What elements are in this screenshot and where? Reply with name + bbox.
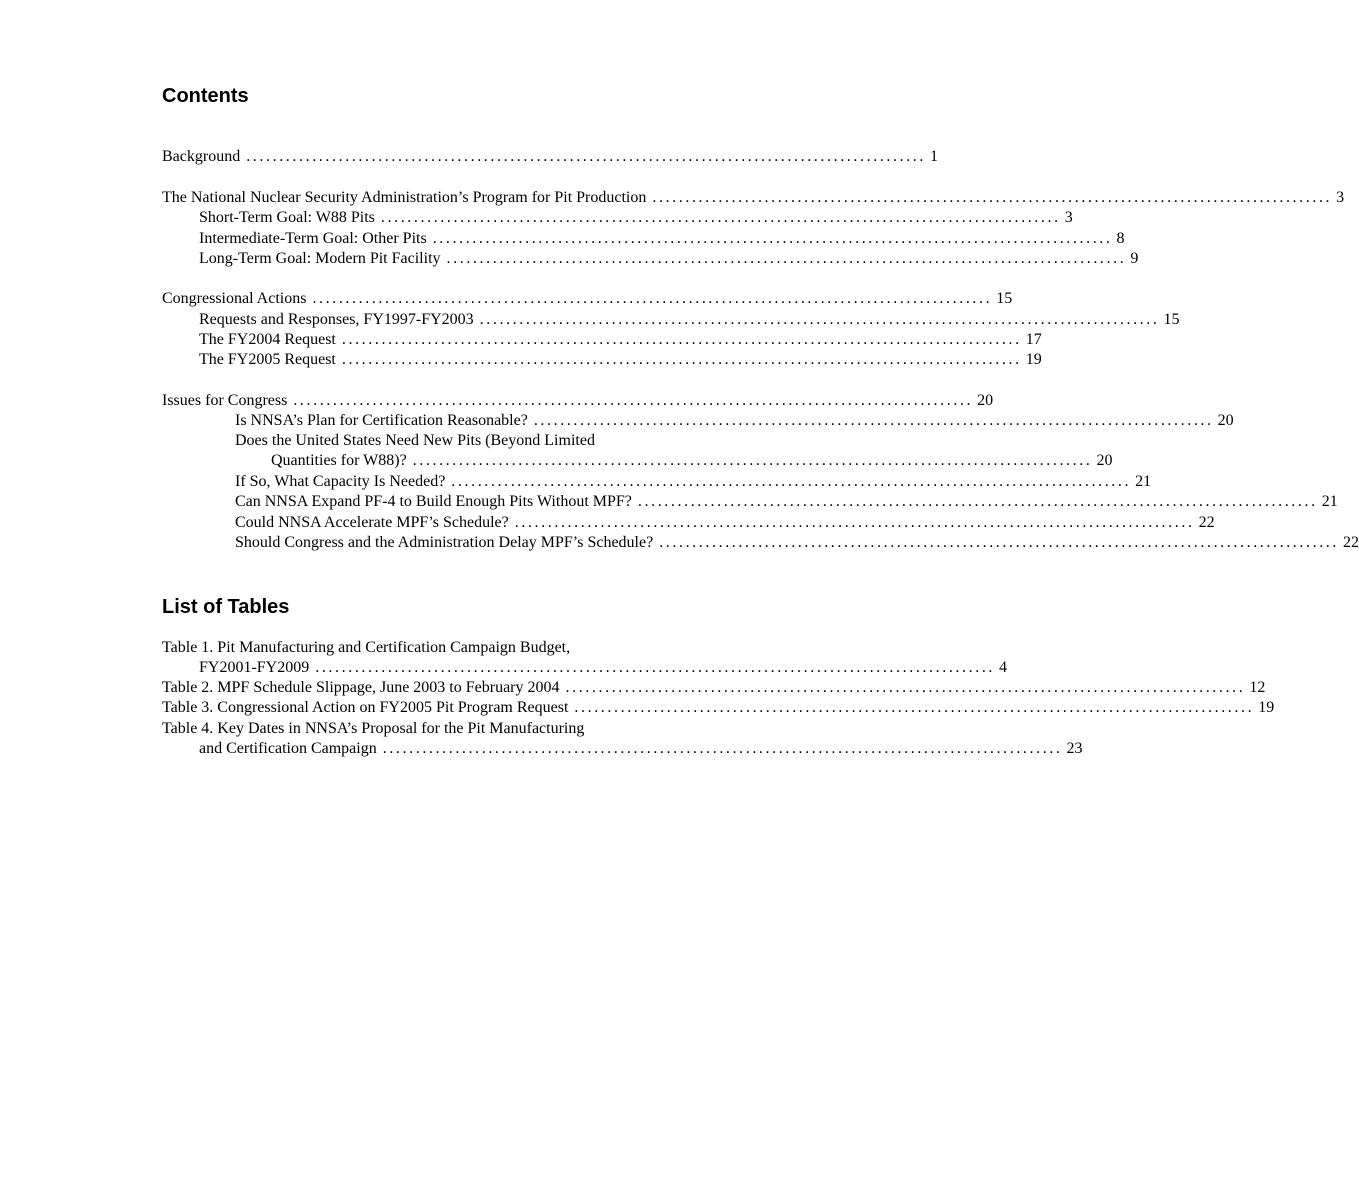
dot-leader: ....................................................................................................... xyxy=(382,740,1063,757)
toc-entry-page: 15 xyxy=(996,290,1013,307)
dot-leader: ....................................................................................................... xyxy=(312,290,993,307)
table-entry xyxy=(162,698,1275,718)
toc-entry xyxy=(162,431,758,451)
table-entry-title: Table 3. Congressional Action on FY2005 Pit Program Request xyxy=(162,699,569,716)
toc-entry-page: 9 xyxy=(1130,250,1139,267)
toc-entry-page: 3 xyxy=(1064,209,1073,226)
dot-leader: ....................................................................................................... xyxy=(479,311,1160,328)
table-entry xyxy=(162,638,758,658)
toc-entry-page: 20 xyxy=(1217,412,1234,429)
table-entry-title: Table 2. MPF Schedule Slippage, June 2003 to February 2004 xyxy=(162,679,560,696)
toc-entry-title: Should Congress and the Administration Delay MPF’s Schedule? xyxy=(235,534,654,551)
toc-entry xyxy=(162,513,1215,533)
toc-entry-page: 1 xyxy=(930,148,939,165)
table-entry-title: Table 4. Key Dates in NNSA’s Proposal for the Pit Manufacturing xyxy=(162,720,585,737)
toc-entry xyxy=(162,289,1013,309)
dot-leader: ....................................................................................................... xyxy=(652,189,1333,206)
dot-leader: ....................................................................................................... xyxy=(514,514,1195,531)
toc-entry-title: Intermediate-Term Goal: Other Pits xyxy=(199,230,427,247)
dot-leader: ....................................................................................................... xyxy=(293,392,974,409)
toc-entry-page: 3 xyxy=(1336,189,1345,206)
toc-entry-title: Short-Term Goal: W88 Pits xyxy=(199,209,375,226)
table-entry-page: 4 xyxy=(999,659,1008,676)
table-entry xyxy=(162,678,1266,698)
table-entry-page: 23 xyxy=(1066,740,1083,757)
table-entry-title: FY2001-FY2009 xyxy=(199,659,310,676)
toc-entry-title: Can NNSA Expand PF-4 to Build Enough Pits Without MPF? xyxy=(235,493,632,510)
table-entry xyxy=(162,658,1008,678)
dot-leader: ....................................................................................................... xyxy=(246,148,927,165)
toc-entry-title: Background xyxy=(162,148,241,165)
toc-entry-page: 22 xyxy=(1198,514,1215,531)
dot-leader: ....................................................................................................... xyxy=(637,493,1318,510)
toc-entry-title: Could NNSA Accelerate MPF’s Schedule? xyxy=(235,514,509,531)
toc-entry-page: 19 xyxy=(1025,351,1042,368)
table-entry-title: and Certification Campaign xyxy=(199,740,377,757)
toc-entry-title: If So, What Capacity Is Needed? xyxy=(235,473,446,490)
dot-leader: ....................................................................................................... xyxy=(341,331,1022,348)
toc-entry xyxy=(162,188,1345,208)
dot-leader: ....................................................................................................... xyxy=(659,534,1340,551)
toc-entry-title: Long-Term Goal: Modern Pit Facility xyxy=(199,250,441,267)
dot-leader: ....................................................................................................... xyxy=(565,679,1246,696)
toc-entry xyxy=(162,411,1234,431)
toc-entry-title: Congressional Actions xyxy=(162,290,307,307)
table-entry-title: Table 1. Pit Manufacturing and Certification Campaign Budget, xyxy=(162,639,571,656)
toc-entry-page: 20 xyxy=(977,392,994,409)
dot-leader: ....................................................................................................... xyxy=(533,412,1214,429)
toc-entry-page: 22 xyxy=(1343,534,1359,551)
toc-entry xyxy=(162,391,994,411)
toc-entry-title: Issues for Congress xyxy=(162,392,288,409)
dot-leader: ....................................................................................................... xyxy=(315,659,996,676)
toc-entry-title: Requests and Responses, FY1997-FY2003 xyxy=(199,311,474,328)
table-entry-page: 12 xyxy=(1249,679,1266,696)
dot-leader: ....................................................................................................... xyxy=(341,351,1022,368)
dot-leader: ....................................................................................................... xyxy=(412,452,1093,469)
toc-entry xyxy=(162,472,1152,492)
toc-entry xyxy=(162,147,939,167)
table-entry xyxy=(162,719,758,739)
toc-entry xyxy=(162,249,1139,269)
toc-entry-title: The FY2005 Request xyxy=(199,351,336,368)
dot-leader: ....................................................................................................... xyxy=(574,699,1255,716)
toc-entry xyxy=(162,451,1113,471)
toc-entry-page: 17 xyxy=(1025,331,1042,348)
dot-leader: ....................................................................................................... xyxy=(432,230,1113,247)
dot-leader: ....................................................................................................... xyxy=(446,250,1127,267)
toc-entry xyxy=(162,208,1073,228)
toc-entry-title: Quantities for W88)? xyxy=(271,452,407,469)
toc-entry-title: The FY2004 Request xyxy=(199,331,336,348)
dot-leader: ....................................................................................................... xyxy=(380,209,1061,226)
toc-entry-title: The National Nuclear Security Administration’s Program for Pit Production xyxy=(162,189,647,206)
toc-entry xyxy=(162,229,1125,249)
list-of-tables-heading: List of Tables xyxy=(162,596,290,618)
dot-leader: ....................................................................................................... xyxy=(451,473,1132,490)
toc-entry-page: 21 xyxy=(1321,493,1338,510)
toc-entry xyxy=(162,310,1180,330)
toc-entry xyxy=(162,533,1359,553)
toc-entry-title: Is NNSA’s Plan for Certification Reasonable? xyxy=(235,412,528,429)
toc-entry-page: 20 xyxy=(1096,452,1113,469)
toc-entry xyxy=(162,330,1042,350)
toc-entry xyxy=(162,350,1042,370)
contents-heading: Contents xyxy=(162,85,249,107)
toc-entry-title: Does the United States Need New Pits (Beyond Limited xyxy=(235,432,595,449)
toc-entry-page: 8 xyxy=(1116,230,1125,247)
toc-entry xyxy=(162,492,1338,512)
toc-entry-page: 21 xyxy=(1135,473,1152,490)
toc-entry-page: 15 xyxy=(1163,311,1180,328)
table-entry-page: 19 xyxy=(1258,699,1275,716)
table-entry xyxy=(162,739,1083,759)
